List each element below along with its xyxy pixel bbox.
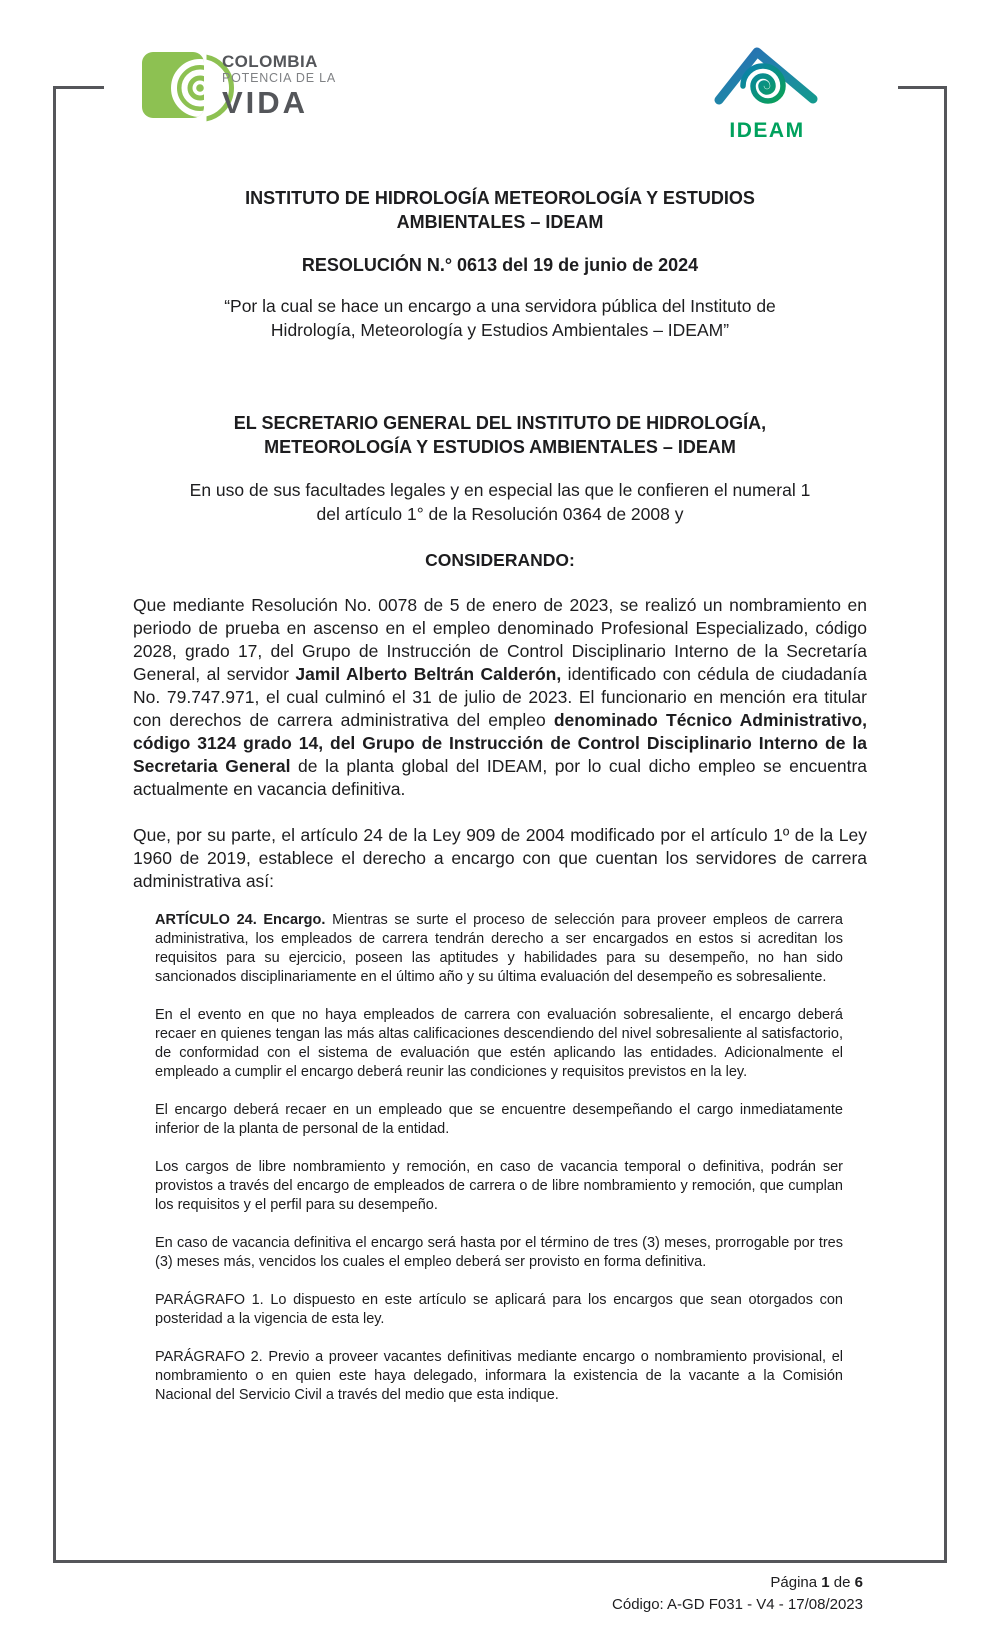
ideam-logo (702, 42, 832, 142)
quote-paragraph: ARTÍCULO 24. Encargo. Mientras se surte el proceso de selección para proveer empleos de carrera administrativa, los empleados de carrera tendrán derecho a ser encargados en estos si acreditan los requisitos para su ejercicio, poseen las aptitudes y habilidades para su desempeño, no han sido sancionados disciplinariamente en el último año y su última evaluación del desempeño es sobresaliente. (155, 912, 843, 985)
quote-paragraph: En caso de vacancia definitiva el encargo será hasta por el término de tres (3) meses, prorrogable por tres (3) meses más, vencidos los cuales el empleo deberá ser provisto en forma definitiva. (155, 1235, 843, 1270)
institute-title: INSTITUTO DE HIDROLOGÍA METEOROLOGÍA Y ESTUDIOS AMBIENTALES – IDEAM (245, 188, 755, 232)
colombia-logo-word: COLOMBIA (222, 52, 318, 71)
considering-heading: CONSIDERANDO: (425, 550, 575, 570)
page-number-line: Página 1 de 6 (770, 1574, 863, 1591)
quote-paragraph: PARÁGRAFO 1. Lo dispuesto en este artículo se aplicará para los encargos que sean otorgados con posteridad a la vigencia de esta ley. (155, 1292, 843, 1327)
considering-paragraphs (133, 594, 867, 893)
legal-faculties-text: En uso de sus facultades legales y en especial las que le confieren el numeral 1 del artículo 1° de la Resolución 0364 de 2008 y (189, 480, 811, 524)
quote-paragraph: El encargo deberá recaer en un empleado que se encuentre desempeñando el cargo inmediatamente inferior de la planta de personal de la entidad. (155, 1102, 843, 1137)
issuing-authority-title: EL SECRETARIO GENERAL DEL INSTITUTO DE HIDROLOGÍA, METEOROLOGÍA Y ESTUDIOS AMBIENTALES – IDEAM (233, 413, 767, 457)
quote-paragraph: Los cargos de libre nombramiento y remoción, en caso de vacancia temporal o definitiva, podrán ser provistos a través del encargo de empleados de carrera o de libre nombramiento y remoción, que cumplan los requisitos y el perfil para su desempeño. (155, 1159, 843, 1213)
resolution-number: RESOLUCIÓN N.° 0613 del 19 de junio de 2024 (301, 255, 699, 275)
colombia-logo-tagline: POTENCIA DE LA (222, 71, 337, 85)
quote-paragraph: En el evento en que no haya empleados de carrera con evaluación sobresaliente, el encargo deberá recaer en quienes tengan las más altas calificaciones descendiendo del nivel sobresaliente al satisfactorio, de conformidad con el sistema de evaluación que estén aplicando las entidades. Adicionalmente el empleado a cumplir el encargo deberá reunir las condiciones y requisitos previstos en la ley. (155, 1007, 843, 1080)
document-content (133, 186, 867, 1424)
ideam-logo-label: IDEAM (729, 119, 805, 142)
page-footer (612, 1572, 863, 1616)
body-paragraph: Que mediante Resolución No. 0078 de 5 de enero de 2023, se realizó un nombramiento en periodo de prueba en ascenso en el empleo denominado Profesional Especializado, código 2028, grado 17, del Grupo de Instrucción de Control Disciplinario Interno de la Secretaría General, al servidor Jamil Alberto Beltrán Calderón, identificado con cédula de ciudadanía No. 79.747.971, el cual culminó el 31 de julio de 2023. El funcionario en mención era titular con derechos de carrera administrativa del empleo denominado Técnico Administrativo, código 3124 grado 14, del Grupo de Instrucción de Control Disciplinario Interno de la Secretaria General de la planta global del IDEAM, por lo cual dicho empleo se encuentra actualmente en vacancia definitiva. (133, 595, 868, 799)
ideam-mountain-spiral-icon (707, 42, 827, 112)
document-code-line: Código: A-GD F031 - V4 - 17/08/2023 (612, 1596, 863, 1613)
body-paragraph: Que, por su parte, el artículo 24 de la Ley 909 de 2004 modificado por el artículo 1º de la Ley 1960 de 2019, establece el derecho a encargo con que cuentan los servidores de carrera administrativa así: (133, 825, 867, 891)
article-24-quote-section (133, 911, 867, 1405)
colombia-potencia-vida-logo (140, 50, 350, 128)
colombia-logo-vida: VIDA (222, 84, 309, 120)
quote-paragraph: PARÁGRAFO 2. Previo a proveer vacantes definitivas mediante encargo o nombramiento provisional, el nombramiento o en quien este haya delegado, informara la existencia de la vacante a la Comisión Nacional del Servicio Civil a través del medio que esta indique. (155, 1349, 843, 1403)
resolution-subject: “Por la cual se hace un encargo a una servidora pública del Instituto de Hidrología, Meteorología y Estudios Ambientales – IDEAM” (224, 296, 776, 340)
